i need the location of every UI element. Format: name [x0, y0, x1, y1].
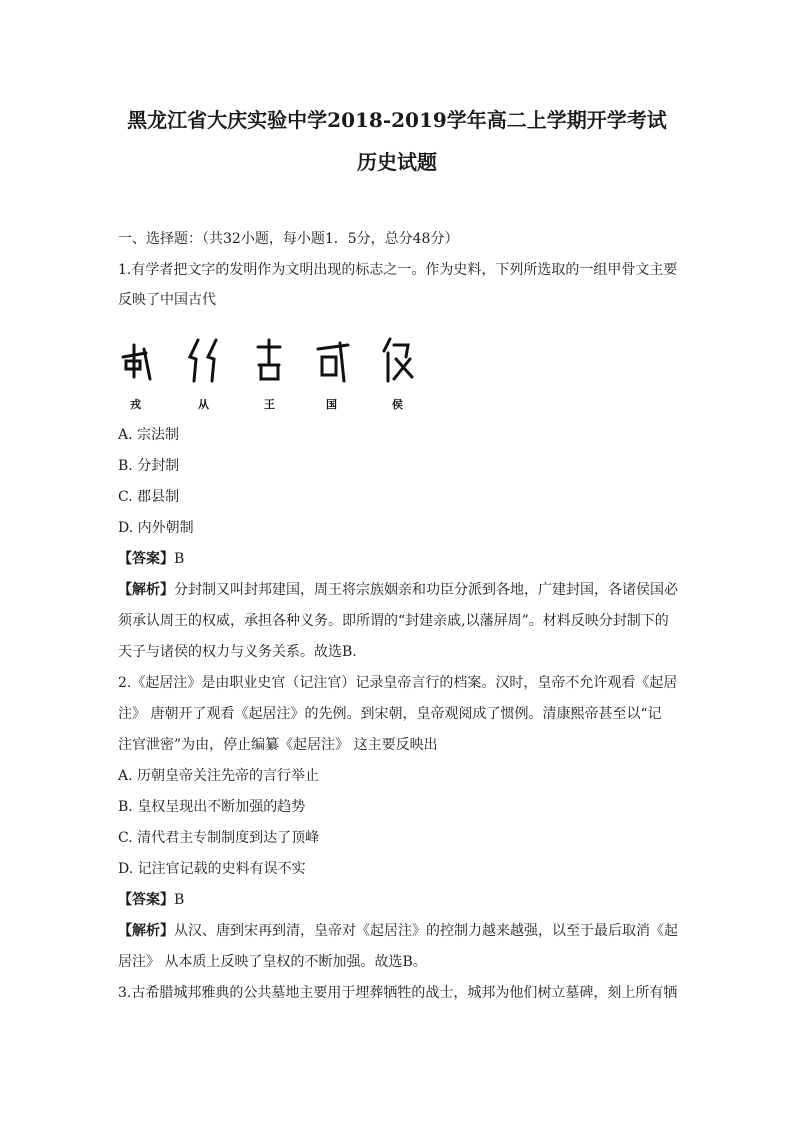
q2-stem-line-1: 2.《起居注》是由职业史官（记注官）记录皇帝言行的档案。汉时，皇帝不允许观看《起居 [118, 675, 678, 691]
q1-analysis-line-1 [118, 580, 683, 600]
oracle-bone-glyphs-figure [118, 335, 418, 415]
q2-option-b: B. 皇权呈现出不断加强的趋势 [118, 799, 306, 815]
glyph-hou-icon [384, 339, 412, 381]
q1-answer-value: B [174, 551, 185, 567]
q1-stem-line-1: 1.有学者把文字的发明作为文明出现的标志之一。作为史料，下列所选取的一组甲骨文主要 [118, 262, 678, 278]
q1-analysis-line-2: 须承认周王的权威，承担各种义务。即所谓的“封建亲戚,以藩屏周”。材料反映分封制下的 [118, 613, 669, 629]
glyph-caption-2: 从 [198, 398, 209, 411]
q1-option-d: D. 内外朝制 [118, 520, 194, 536]
glyph-caption-4: 国 [326, 398, 337, 411]
glyph-caption-5: 侯 [392, 398, 403, 411]
q1-answer-tag: 【答案】 [118, 551, 174, 567]
q1-option-b: B. 分封制 [118, 458, 180, 474]
q1-answer [118, 549, 683, 569]
q2-option-c: C. 清代君主专制制度到达了顶峰 [118, 830, 320, 846]
q1-analysis-text-1: 分封制又叫封邦建国，周王将宗族姻亲和功臣分派到各地，广建封国，各诸侯国必 [174, 582, 678, 598]
document-subtitle: 历史试题 [357, 150, 437, 174]
q1-option-c: C. 郡县制 [118, 489, 180, 505]
q2-answer-value: B [174, 892, 185, 908]
q2-option-d: D. 记注官记载的史料有误不实 [118, 861, 306, 877]
q3-stem-line-1: 3.古希腊城邦雅典的公共墓地主要用于埋葬牺牲的战士，城邦为他们树立墓碑，刻上所有牺 [118, 985, 678, 1001]
q2-analysis-line-1 [118, 921, 683, 941]
q2-stem-line-2: 注》 唐朝开了观看《起居注》的先例。到宋朝，皇帝观阅成了惯例。清康熙帝甚至以“记 [118, 706, 662, 722]
glyph-wang-icon [258, 340, 280, 379]
q2-answer [118, 890, 683, 910]
q1-stem-line-2: 反映了中国古代 [118, 292, 216, 308]
q2-option-a: A. 历朝皇帝关注先帝的言行举止 [118, 768, 320, 784]
q1-option-a: A. 宗法制 [118, 427, 180, 443]
glyph-cong-icon [190, 340, 216, 381]
glyph-guo-icon [318, 343, 348, 381]
q2-analysis-line-2: 居注》 从本质上反映了皇权的不断加强。故选B。 [118, 954, 427, 970]
q2-answer-tag: 【答案】 [118, 892, 174, 908]
section-heading: 一、选择题：（共32小题，每小题1．5分，总分48分） [118, 231, 459, 247]
q2-analysis-text-1: 从汉、唐到宋再到清，皇帝对《起居注》的控制力越来越强，以至于最后取消《起 [174, 923, 678, 939]
q1-analysis-line-3: 天子与诸侯的权力与义务关系。故选B. [118, 644, 357, 660]
glyph-rong-icon [123, 345, 150, 379]
q1-analysis-tag: 【解析】 [118, 582, 174, 598]
q2-stem-line-3: 注官泄密”为由，停止编纂《起居注》 这主要反映出 [118, 737, 438, 753]
glyph-caption-3: 王 [264, 398, 275, 411]
document-title: 黑龙江省大庆实验中学2018-2019学年高二上学期开学考试 [127, 108, 667, 132]
glyph-caption-1: 戎 [130, 398, 141, 411]
q2-analysis-tag: 【解析】 [118, 923, 174, 939]
